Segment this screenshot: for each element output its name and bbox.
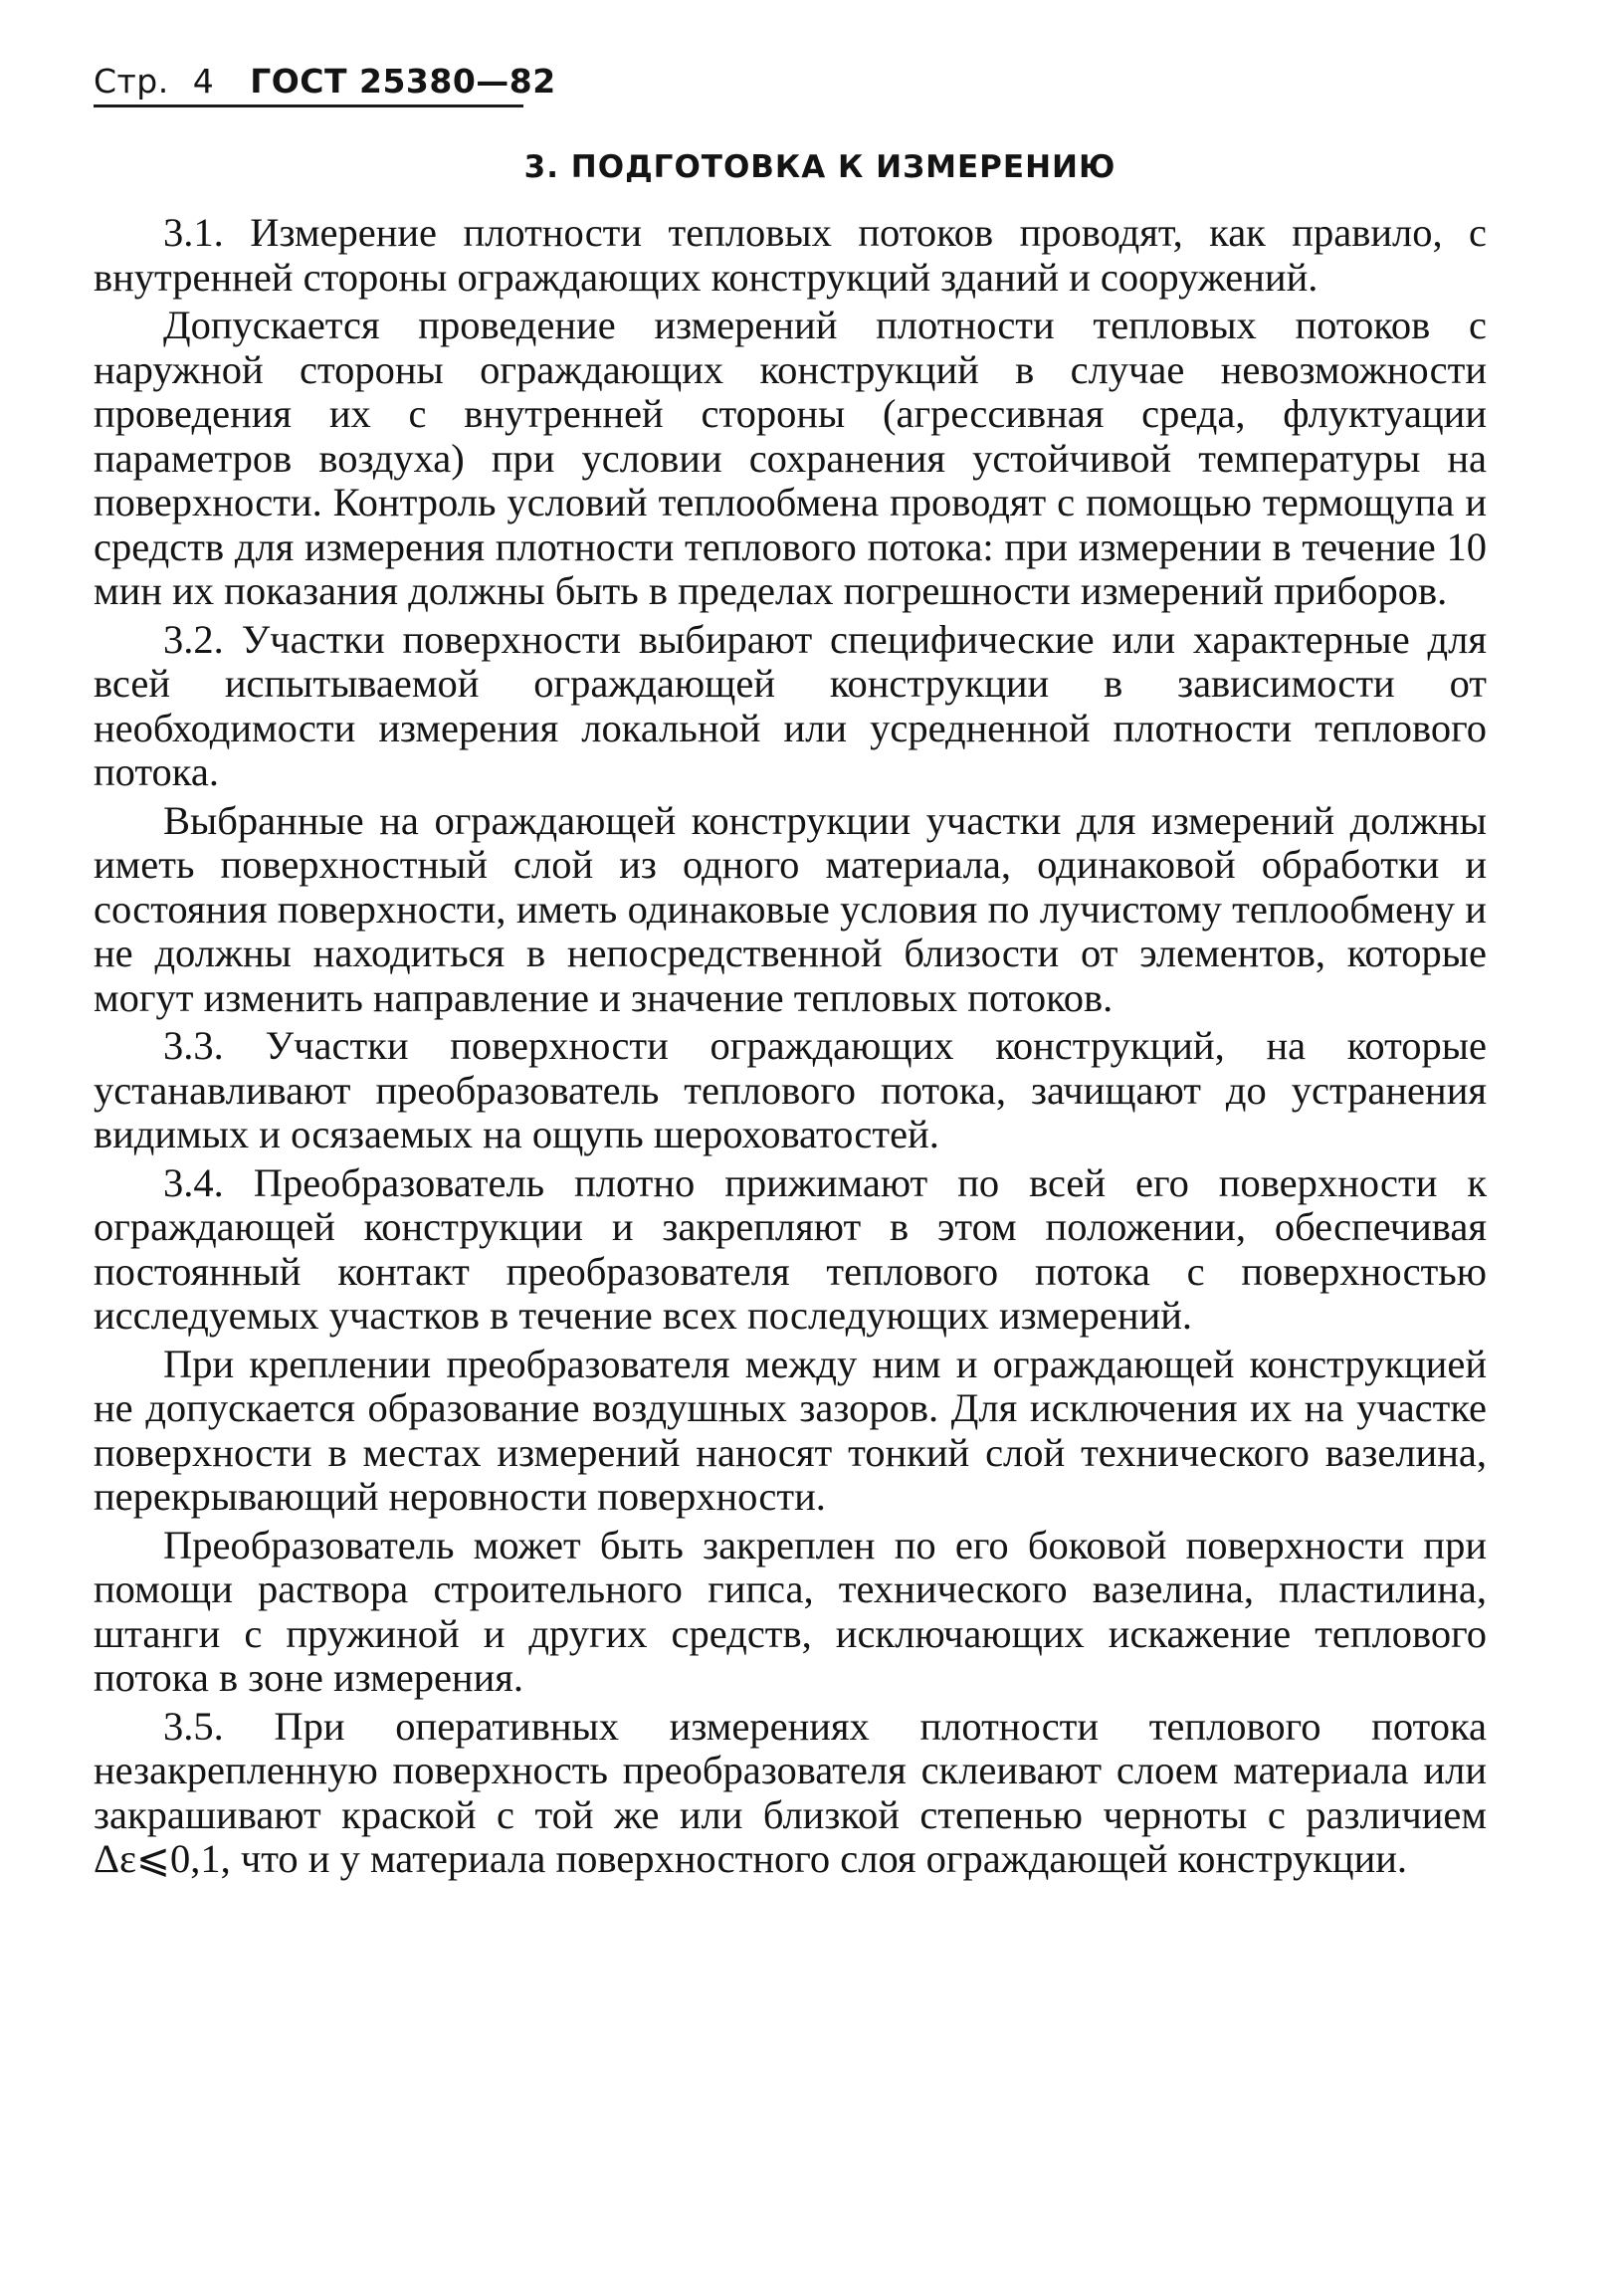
document-page	[94, 62, 1487, 1886]
standard-code: ГОСТ 25380—82	[250, 62, 556, 101]
paragraph-3-4-cont-1: При креплении преобразователя между ним и ограждающей конструкцией не допускается образование воздушных зазоров. Для исключения их на участке поверхности в местах измерений наносят тонкий слой технического вазелина, перекрывающий неровности поверхности.	[94, 1341, 1487, 1519]
paragraph-3-2: 3.2. Участки поверхности выбирают специфические или характерные для всей испытываемой ограждающей конструкции в зависимости от необходимости измерения локальной или усредненной плотности теплового потока.	[94, 616, 1487, 794]
paragraph-3-4-cont-2: Преобразователь может быть закреплен по его боковой поверхности при помощи раствора строительного гипса, технического вазелина, пластилина, штанги с пружиной и других средств, исключающих искажение теплового потока в зоне измерения.	[94, 1522, 1487, 1700]
paragraph-3-1: 3.1. Измерение плотности тепловых потоков проводят, как правило, с внутренней стороны ограждающих конструкций зданий и сооружений.	[94, 210, 1487, 300]
paragraph-3-2-cont: Выбранные на ограждающей конструкции участки для измерений должны иметь поверхностный слой из одного материала, одинаковой обработки и состояния поверхности, иметь одинаковые условия по лучистому теплообмену и не должны находиться в непосредственной близости от элементов, которые могут изменить направление и значение тепловых потоков.	[94, 797, 1487, 1020]
page-number: 4	[192, 62, 215, 101]
paragraph-3-1-cont: Допускается проведение измерений плотности тепловых потоков с наружной стороны ограждающих конструкций в случае невозможности проведения их с внутренней стороны (агрессивная среда, флуктуации параметров воздуха) при условии сохранения устойчивой температуры на поверхности. Контроль условий теплообмена проводят с помощью термощупа и средств для измерения плотности теплового потока: при измерении в течение 10 мин их показания должны быть в пределах погрешности измерений приборов.	[94, 303, 1487, 613]
body-text	[94, 211, 1487, 1882]
paragraph-3-3: 3.3. Участки поверхности ограждающих конструкций, на которые устанавливают преобразователь теплового потока, зачищают до устранения видимых и осязаемых на ощупь шероховатостей.	[94, 1023, 1487, 1156]
paragraph-3-4: 3.4. Преобразователь плотно прижимают по всей его поверхности к ограждающей конструкции и закрепляют в этом положении, обеспечивая постоянный контакт преобразователя теплового потока с поверхностью исследуемых участков в течение всех последующих измерений.	[94, 1159, 1487, 1338]
paragraph-3-5: 3.5. При оперативных измерениях плотности теплового потока незакрепленную поверхность преобразователя склеивают слоем материала или закрашивают краской с той же или близкой степенью черноты с различием Δε⩽0,1, что и у материала поверхностного слоя ограждающей конструкции.	[94, 1703, 1487, 1881]
section-heading: 3. ПОДГОТОВКА К ИЗМЕРЕНИЮ	[523, 149, 1116, 185]
page-label: Стр.	[94, 62, 169, 101]
running-header	[94, 62, 556, 107]
